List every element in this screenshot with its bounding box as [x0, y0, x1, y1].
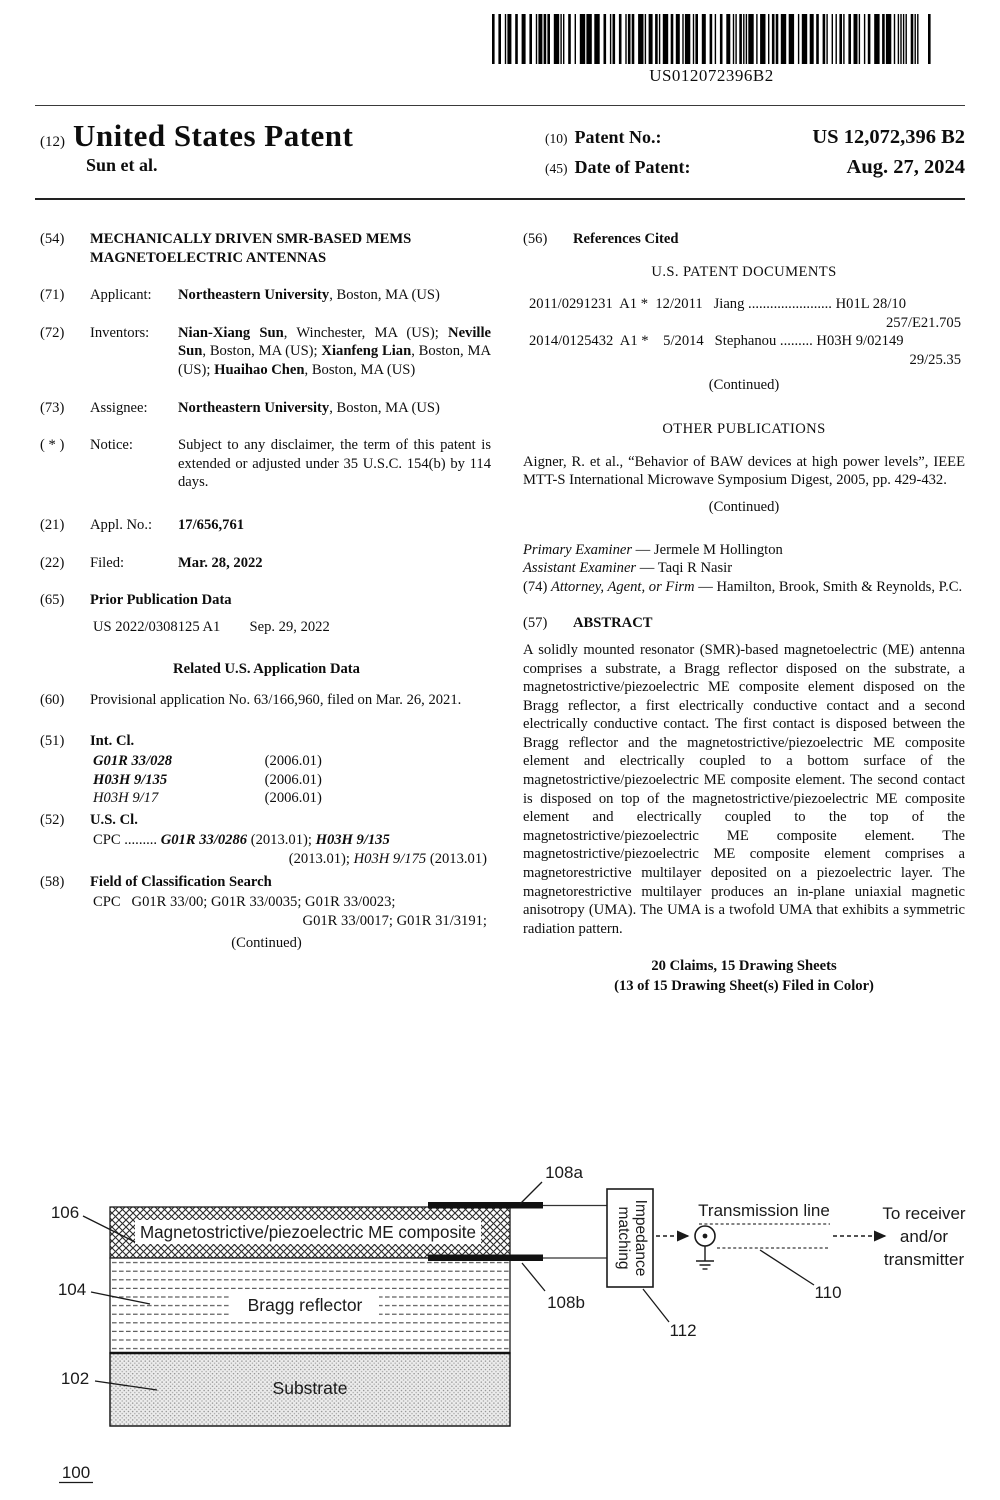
section-22-filed	[40, 554, 493, 573]
section-number: ( * )	[40, 437, 65, 454]
ref-106: 106	[50, 1203, 80, 1222]
header-right	[545, 126, 965, 186]
field-label: Assignee:	[90, 399, 148, 416]
section-57-heading	[523, 614, 965, 633]
ref-110-leader	[760, 1250, 814, 1285]
field-label: Appl. No.:	[90, 516, 153, 533]
abstract-heading: ABSTRACT	[573, 615, 653, 632]
section-number: (22)	[40, 554, 65, 571]
int-cl-code: H03H 9/135	[93, 771, 168, 788]
substrate-label: Substrate	[272, 1378, 348, 1398]
int-cl-entry	[93, 789, 493, 808]
section-notice	[40, 436, 493, 492]
receiver-label-line2: and/or	[899, 1227, 949, 1246]
int-cl-year: (2006.01)	[264, 753, 322, 770]
filed-value: Mar. 28, 2022	[178, 554, 263, 571]
attorney-line: (74) Attorney, Agent, or Firm — Hamilton, Brook, Smith & Reynolds, P.C.	[523, 578, 963, 595]
inventors-value: Nian-Xiang Sun, Winchester, MA (US); Neville Sun, Boston, MA (US); Xianfeng Lian, Boston, MA (US); Huaihao Chen, Boston, MA (US)	[178, 324, 492, 378]
section-number: (57)	[523, 615, 548, 632]
author-line: Sun et al.	[86, 155, 158, 175]
patent-no-value: US 12,072,396 B2	[812, 126, 965, 148]
continued-note: (Continued)	[231, 935, 302, 952]
top-electrode	[428, 1202, 543, 1209]
us-patent-documents-heading: U.S. PATENT DOCUMENTS	[651, 263, 837, 280]
header-left	[40, 118, 353, 176]
reference-row-class2: 257/E21.705	[886, 314, 961, 331]
invention-title: MECHANICALLY DRIVEN SMR-BASED MEMS MAGNETOELECTRIC ANTENNAS	[90, 231, 412, 266]
section-56-heading	[523, 230, 965, 249]
figure-1-drawing	[35, 1150, 980, 1495]
primary-examiner-line: Primary Examiner — Jermele M Hollington	[523, 541, 783, 558]
transmission-line-group	[656, 1201, 966, 1269]
field-search-heading: Field of Classification Search	[90, 873, 272, 890]
reference-row-class2: 29/25.35	[909, 351, 961, 368]
layer-stack	[110, 1207, 510, 1426]
int-cl-code: G01R 33/028	[93, 753, 173, 770]
patent-no-label: Patent No.:	[574, 127, 662, 147]
section-number: (54)	[40, 231, 65, 247]
impedance-label-line2: matching	[615, 1206, 632, 1270]
related-data-heading: Related U.S. Application Data	[173, 661, 360, 678]
receiver-label-line1: To receiver	[882, 1204, 966, 1223]
section-number: (21)	[40, 516, 65, 533]
barcode-number: US012072396B2	[649, 66, 774, 85]
section-number: (51)	[40, 732, 65, 749]
bragg-reflector-label: Bragg reflector	[247, 1295, 363, 1315]
section-number: (60)	[40, 691, 65, 708]
section-number: (71)	[40, 287, 65, 304]
prior-publication-line: US 2022/0308125 A1 Sep. 29, 2022	[93, 618, 330, 635]
me-composite-label: Magnetostrictive/piezoelectric ME composite	[140, 1222, 476, 1242]
appl-no-value: 17/656,761	[178, 516, 245, 533]
reference-row: 2014/0125432 A1 * 5/2014 Stephanou ......... H03H 9/02149	[529, 333, 904, 350]
section-73-assignee	[40, 399, 493, 418]
section-60-provisional	[40, 691, 493, 710]
section-65-heading	[40, 591, 493, 610]
field-search-line1: CPC G01R 33/00; G01R 33/0035; G01R 33/0023;	[93, 894, 396, 911]
right-column	[523, 230, 965, 996]
antenna-diagram	[35, 1150, 980, 1495]
continued-note: (Continued)	[708, 376, 780, 393]
int-cl-year: (2006.01)	[264, 771, 322, 788]
section-51-heading	[40, 732, 493, 751]
int-cl-entry	[93, 752, 493, 771]
int-cl-entry	[93, 771, 493, 790]
applicant-value: Northeastern University, Boston, MA (US)	[178, 287, 440, 304]
other-publication-entry: Aigner, R. et al., “Behavior of BAW devices at high power levels”, IEEE MTT-S International Microwave Symposium Digest, 2005, pp. 429-432.	[523, 453, 965, 489]
int-cl-year: (2006.01)	[264, 790, 322, 807]
patent-date-row	[545, 156, 965, 179]
field-label: Notice:	[90, 437, 133, 454]
bottom-electrode	[428, 1255, 543, 1262]
field-label: Applicant:	[90, 287, 152, 304]
date-value: Aug. 27, 2024	[846, 156, 965, 178]
date-label: Date of Patent:	[574, 157, 691, 177]
section-52-heading	[40, 811, 493, 830]
continued-note: (Continued)	[708, 498, 780, 515]
header-top-rule	[35, 105, 965, 106]
ref-108a: 108a	[545, 1163, 583, 1182]
section-number: (56)	[523, 231, 548, 247]
us-cl-heading: U.S. Cl.	[90, 811, 138, 828]
int-cl-code: H03H 9/17	[93, 790, 159, 807]
ref-108b-leader	[522, 1263, 545, 1291]
ref-112-leader	[643, 1289, 669, 1322]
section-54-title	[40, 230, 493, 267]
receiver-label-line3: transmitter	[883, 1250, 965, 1269]
section-number: (73)	[40, 399, 65, 416]
abstract-text: A solidly mounted resonator (SMR)-based magnetoelectric (ME) antenna comprises a substrate, a Bragg reflector disposed on the substrate, a magnetostrictive/piezoelectric ME composite element disposed on the Bragg reflector, a first electrically conductive contact and a second electrically conductive contact. The first contact is disposed between the Bragg reflector and the magnetostrictive/piezoelectric ME composite element and electrically coupled to a bottom surface of the magnetostrictive/piezoelectric ME composite element. The second contact is disposed on top of the magnetostrictive/piezoelectric ME composite element and electrically coupled to the top of the magnetostrictive/piezoelectric ME composite element. The magnetostrictive/piezoelectric ME composite element comprises a magnetorestrictive multilayer deposited on a piezoelectric layer. The magnetorestrictive multilayer produces an in-plane uniaxial magnetic anisotropy (UMA). The UMA is a twofold UMA that exhibits a symmetric radiation pattern.	[523, 641, 965, 937]
us-cl-line2: (2013.01); H03H 9/175 (2013.01)	[288, 851, 487, 868]
reference-row: 2011/0291231 A1 * 12/2011 Jiang ....................... H01L 28/10	[529, 296, 906, 313]
section-71-applicant	[40, 286, 493, 305]
ref-104: 104	[57, 1280, 87, 1299]
references-cited-heading: References Cited	[573, 231, 679, 247]
barcode-block	[488, 14, 935, 92]
kind-code-number: (12)	[40, 134, 65, 150]
field-label: Inventors:	[90, 324, 150, 341]
header-bottom-rule	[35, 198, 965, 200]
us-cl-line1: CPC ......... G01R 33/0286 (2013.01); H03H 9/135	[93, 832, 390, 849]
left-column	[40, 230, 493, 975]
ref-108b: 108b	[547, 1293, 585, 1312]
coax-center-dot	[703, 1234, 708, 1239]
date-code: (45)	[545, 161, 568, 176]
provisional-value: Provisional application No. 63/166,960, filed on Mar. 26, 2021.	[90, 691, 462, 708]
section-number: (72)	[40, 324, 65, 341]
notice-value: Subject to any disclaimer, the term of this patent is extended or adjusted under 35 U.S.C. 154(b) by 114 days.	[178, 437, 491, 491]
section-58-heading	[40, 873, 493, 892]
ref-110: 110	[814, 1283, 842, 1302]
field-search-line2: G01R 33/0017; G01R 31/3191;	[302, 912, 487, 929]
ref-102: 102	[60, 1369, 90, 1388]
patent-no-code: (10)	[545, 131, 568, 146]
ref-100: 100	[61, 1463, 91, 1482]
claims-line: 20 Claims, 15 Drawing Sheets	[651, 958, 837, 975]
transmission-line-label: Transmission line	[698, 1201, 830, 1220]
other-publications-heading: OTHER PUBLICATIONS	[662, 421, 826, 438]
int-cl-heading: Int. Cl.	[90, 732, 135, 749]
section-number: (58)	[40, 873, 65, 890]
section-number: (65)	[40, 592, 65, 609]
prior-publication-heading: Prior Publication Data	[90, 592, 232, 609]
impedance-matching-box	[607, 1189, 653, 1287]
assignee-value: Northeastern University, Boston, MA (US)	[178, 399, 440, 416]
section-number: (52)	[40, 811, 65, 828]
barcode-icon	[488, 14, 935, 64]
page-title: United States Patent	[73, 118, 354, 153]
claims-color-line: (13 of 15 Drawing Sheet(s) Filed in Color)	[614, 978, 874, 995]
assistant-examiner-line: Assistant Examiner — Taqi R Nasir	[523, 560, 733, 577]
impedance-label-line1: Impedance	[632, 1199, 649, 1277]
section-72-inventors	[40, 324, 493, 380]
ref-108a-leader	[520, 1182, 542, 1204]
ref-112: 112	[669, 1321, 697, 1340]
patent-number-row	[545, 126, 965, 149]
section-21-appl-no	[40, 516, 493, 535]
field-label: Filed:	[90, 554, 125, 571]
